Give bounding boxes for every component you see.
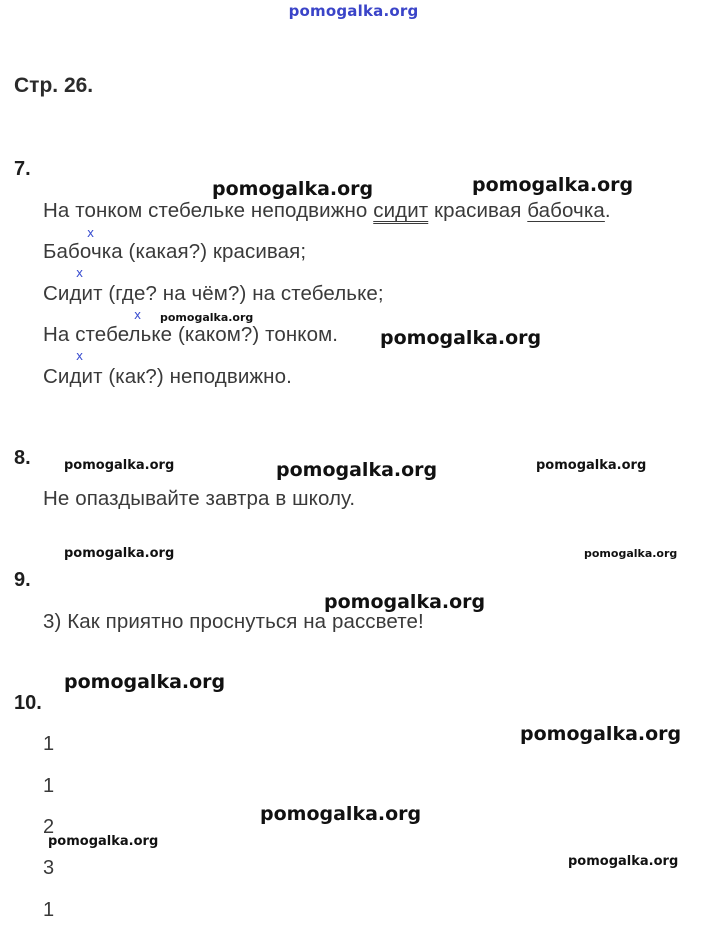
- watermark: pomogalka.org: [48, 834, 159, 849]
- watermark: pomogalka.org: [472, 174, 634, 196]
- watermark: pomogalka.org: [64, 546, 175, 561]
- task-10-value: 2: [43, 816, 55, 838]
- task-10-number: 10.: [14, 692, 42, 714]
- sentence-part-1: На тонком стебельке неподвижно: [43, 199, 374, 222]
- task-10-value: 1: [43, 733, 55, 755]
- sentence-part-3: .: [604, 199, 611, 222]
- task-7-line-4: Сидит (как?) неподвижно.: [43, 365, 292, 388]
- task-10-value: 1: [43, 899, 55, 921]
- task-8-number: 8.: [14, 447, 31, 469]
- task-10-value: 3: [43, 857, 55, 879]
- watermark: pomogalka.org: [380, 327, 542, 349]
- sentence-part-2: красивая: [428, 199, 528, 222]
- task-7-sentence: [43, 199, 611, 223]
- task-7-line-1: Бабочка (какая?) красивая;: [43, 240, 307, 263]
- cross-mark: x: [76, 266, 84, 280]
- predicate-word: сидит: [373, 199, 429, 222]
- watermark: pomogalka.org: [324, 591, 486, 613]
- page-title: Стр. 26.: [14, 74, 94, 97]
- cross-mark: x: [134, 308, 142, 322]
- watermark: pomogalka.org: [260, 803, 422, 825]
- task-8-line: Не опаздывайте завтра в школу.: [43, 487, 356, 510]
- site-header: pomogalka.org: [288, 2, 419, 20]
- watermark: pomogalka.org: [64, 671, 226, 693]
- watermark: pomogalka.org: [64, 458, 175, 473]
- task-7-line-3: На стебельке (каком?) тонком.: [43, 323, 339, 346]
- task-9-line: 3) Как приятно проснуться на рассвете!: [43, 610, 424, 633]
- watermark: pomogalka.org: [536, 458, 647, 473]
- watermark: pomogalka.org: [276, 459, 438, 481]
- watermark: pomogalka.org: [584, 547, 678, 560]
- task-10-value: 1: [43, 775, 55, 797]
- cross-mark: x: [87, 226, 95, 240]
- task-7-line-2: Сидит (где? на чём?) на стебельке;: [43, 282, 384, 305]
- watermark: pomogalka.org: [160, 311, 254, 324]
- cross-mark: x: [76, 349, 84, 363]
- watermark: pomogalka.org: [212, 178, 374, 200]
- watermark: pomogalka.org: [568, 854, 679, 869]
- task-9-number: 9.: [14, 569, 31, 591]
- watermark: pomogalka.org: [520, 723, 682, 745]
- subject-word: бабочка: [527, 199, 605, 222]
- task-7-number: 7.: [14, 158, 31, 180]
